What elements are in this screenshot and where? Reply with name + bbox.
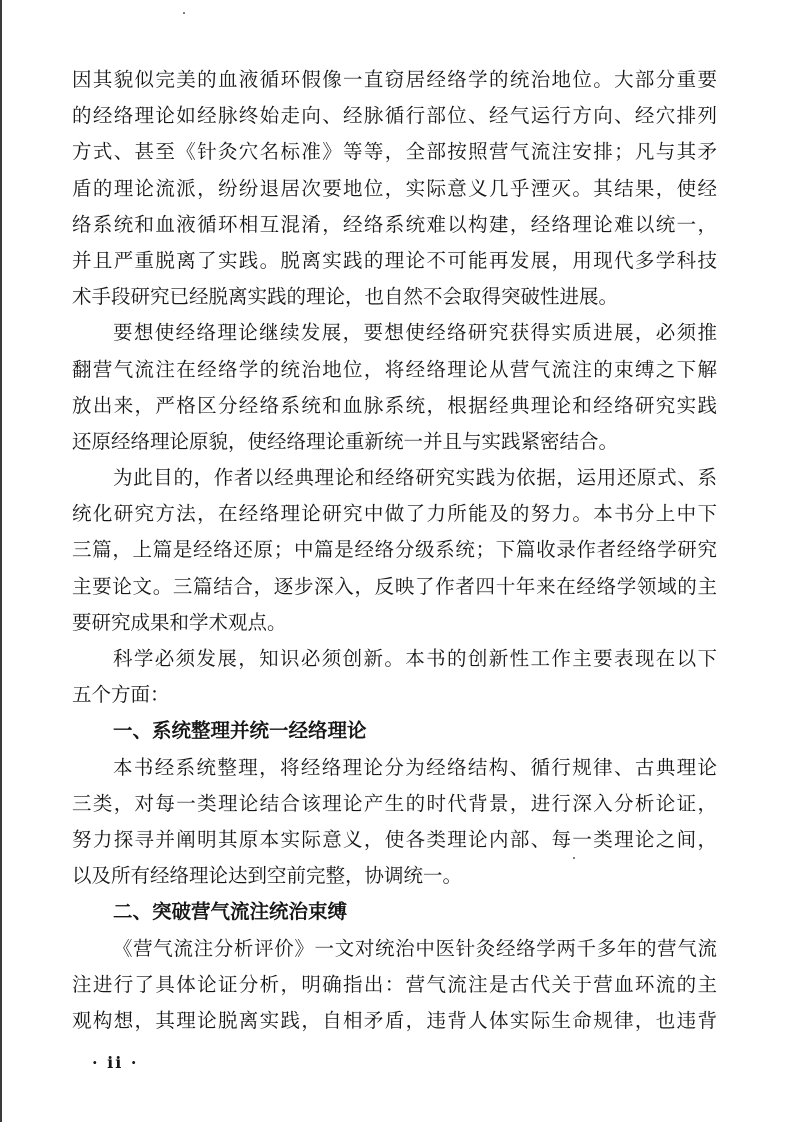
section-heading: 一、系统整理并统一经络理论 (113, 719, 367, 743)
text-line: 努力探寻并阐明其原本实际意义，使各类理论内部、每一类理论之间， (72, 827, 717, 851)
section-heading: 二、突破营气流注统治束缚 (113, 900, 348, 924)
text-line: 因其貌似完美的血液循环假像一直窃居经络学的统治地位。大部分重要 (72, 68, 717, 91)
text-line: 以及所有经络理论达到空前完整，协调统一。 (72, 864, 463, 888)
text-line: 《营气流注分析评价》一文对统治中医针灸经络学两千多年的营气流 (113, 936, 717, 960)
text-line: 三篇，上篇是经络还原；中篇是经络分级系统；下篇收录作者经络学研究 (72, 538, 717, 562)
paragraph (72, 460, 717, 641)
text-line: 还原经络理论原貌，使经络理论重新统一并且与实践紧密结合。 (72, 429, 619, 453)
text-line: 翻营气流注在经络学的统治地位，将经络理论从营气流注的束缚之下解 (72, 357, 717, 381)
text-line: 观构想，其理论脱离实践，自相矛盾，违背人体实际生命规律，也违背 (72, 1008, 717, 1032)
text-line: 科学必须发展，知识必须创新。本书的创新性工作主要表现在以下 (113, 647, 717, 670)
text-line: 五个方面： (72, 683, 170, 707)
text-line: 络系统和血液循环相互混淆，经络系统难以构建，经络理论难以统一， (72, 212, 717, 236)
page-number: · ii · (92, 1053, 139, 1072)
scan-speck (183, 12, 185, 14)
paragraph (72, 931, 717, 1040)
text-line: 放出来，严格区分经络系统和血脉系统，根据经典理论和经络研究实践 (72, 393, 717, 417)
text-line: 方式、甚至《针灸穴名标准》等等，全部按照营气流注安排；凡与其矛 (72, 140, 717, 164)
book-page-body (72, 62, 717, 1039)
scan-border-left (0, 0, 2, 1122)
text-line: 注进行了具体论证分析，明确指出：营气流注是古代关于营血环流的主 (72, 972, 717, 996)
text-line: 为此目的，作者以经典理论和经络研究实践为依据，运用还原式、系 (113, 466, 717, 490)
paragraph (72, 750, 717, 895)
paragraph (72, 641, 717, 713)
text-line: 盾的理论流派，纷纷退居次要地位，实际意义几乎湮灭。其结果，使经 (72, 176, 717, 200)
text-line: 术手段研究已经脱离实践的理论，也自然不会取得突破性进展。 (72, 285, 619, 309)
text-line: 统化研究方法，在经络理论研究中做了力所能及的努力。本书分上中下 (72, 502, 717, 526)
text-line: 三类，对每一类理论结合该理论产生的时代背景，进行深入分析论证， (72, 791, 717, 815)
text-line: 的经络理论如经脉终始走向、经脉循行部位、经气运行方向、经穴排列 (72, 104, 717, 128)
text-line: 并且严重脱离了实践。脱离实践的理论不可能再发展，用现代多学科技 (72, 248, 717, 272)
text-line: 要研究成果和学术观点。 (72, 610, 287, 634)
text-line: 本书经系统整理，将经络理论分为经络结构、循行规律、古典理论 (113, 755, 717, 779)
text-line: 要想使经络理论继续发展，要想使经络研究获得实质进展，必须推 (113, 321, 717, 345)
paragraph-continued (72, 62, 717, 315)
text-line: 主要论文。三篇结合，逐步深入，反映了作者四十年来在经络学领域的主 (72, 574, 717, 598)
paragraph (72, 315, 717, 460)
